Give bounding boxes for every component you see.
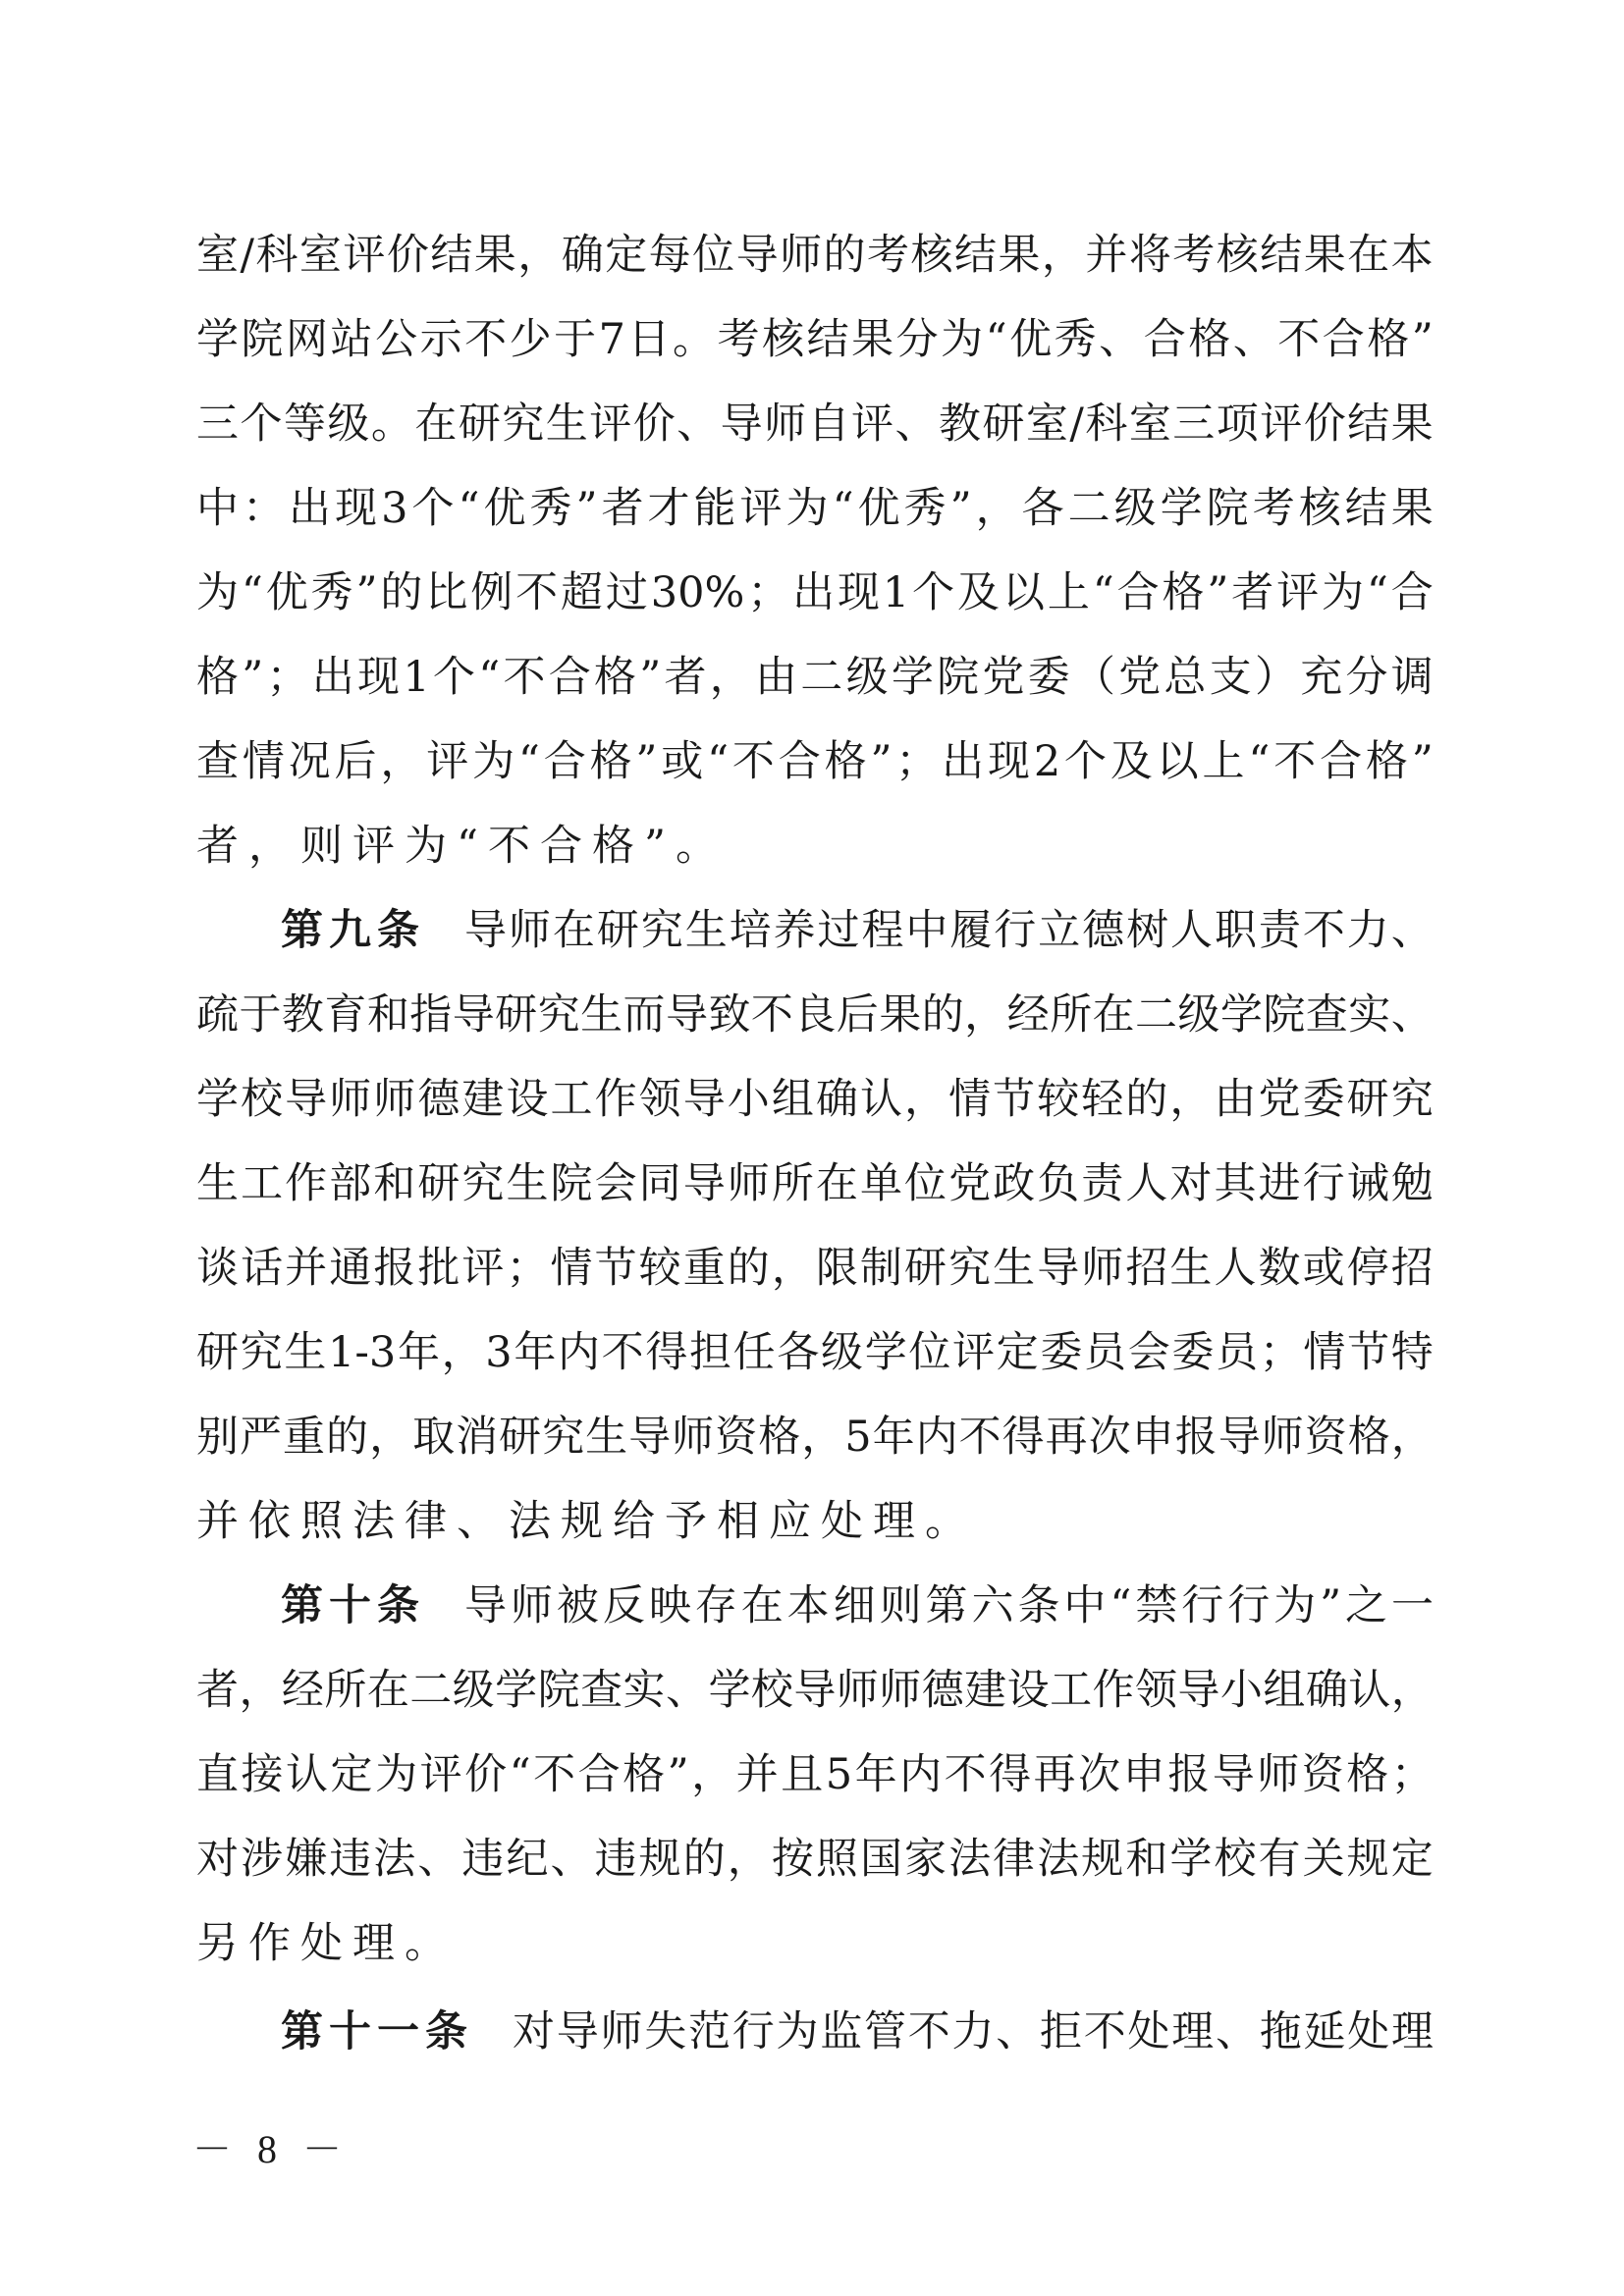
article-heading: 第九条 (281, 906, 425, 955)
page-number: － 8 － (192, 2127, 350, 2171)
text-line: 学 校 导 师 师 德 建 设 工 作 领 导 小 组 确 认 ， 情 节 较 轻 的 ， 由 党 委 研 究 (196, 1075, 1434, 1124)
text-line: 疏 于 教 育 和 指 导 研 究 生 而 导 致 不 良 后 果 的 ， 经 所 在 二 级 学 院 查 实 、 (196, 990, 1434, 1040)
text-line: 别 严 重 的 ， 取 消 研 究 生 导 师 资 格 ， 5 年 内 不 得 再 次 申 报 导 师 资 格 ， (196, 1413, 1434, 1462)
article-9-first-line: 第九条 导 师 在 研 究 生 培 养 过 程 中 履 行 立 德 树 人 职 责 不 力 、 (281, 888, 1434, 973)
text-line: 对 涉 嫌 违 法 、 违 纪 、 违 规 的 ， 按 照 国 家 法 律 法 规 和 学 校 有 关 规 定 (196, 1835, 1434, 1884)
text-line: 直 接 认 定 为 评 价 “ 不 合 格 ” ， 并 且 5 年 内 不 得 再 次 申 报 导 师 资 格 ； (196, 1750, 1434, 1799)
text-line: 者 ， 经 所 在 二 级 学 院 查 实 、 学 校 导 师 师 德 建 设 工 作 领 导 小 组 确 认 ， (196, 1666, 1434, 1715)
text-line: 室 / 科 室 评 价 结 果 ， 确 定 每 位 导 师 的 考 核 结 果 ， 并 将 考 核 结 果 在 本 (196, 231, 1434, 280)
text-line: 查 情 况 后 ， 评 为 “ 合 格 ” 或 “ 不 合 格 ” ； 出 现 2 个 及 以 上 “ 不 合 格 ” (196, 737, 1434, 786)
article-heading: 第十条 (281, 1581, 425, 1630)
text-line: 另作处理。 (196, 1919, 457, 1968)
text-line: 研 究 生 1-3 年 ， 3 年 内 不 得 担 任 各 级 学 位 评 定 委 员 会 委 员 ； 情 节 特 (196, 1328, 1434, 1377)
article-11-first-line: 第十一条 对 导 师 失 范 行 为 监 管 不 力 、 拒 不 处 理 、 拖 延 处 理 (281, 1990, 1434, 2074)
text-line: 并依照法律、法规给予相应处理。 (196, 1497, 977, 1546)
article-heading: 第十一条 (281, 2007, 473, 2056)
text-line: 中 ： 出 现 3 个 “ 优 秀 ” 者 才 能 评 为 “ 优 秀 ” ， 各 二 级 学 院 考 核 结 果 (196, 484, 1434, 533)
text-line: 为 “ 优 秀 ” 的 比 例 不 超 过 30% ； 出 现 1 个 及 以 上 “ 合 格 ” 者 评 为 “ 合 (196, 568, 1434, 617)
text-line: 格 ” ； 出 现 1 个 “ 不 合 格 ” 者 ， 由 二 级 学 院 党 委 （ 党 总 支 ） 充 分 调 (196, 653, 1434, 702)
text-line: 谈 话 并 通 报 批 评 ； 情 节 较 重 的 ， 限 制 研 究 生 导 师 招 生 人 数 或 停 招 (196, 1244, 1434, 1293)
article-10-first-line: 第十条 导 师 被 反 映 存 在 本 细 则 第 六 条 中 “ 禁 行 行 为 ” 之 一 (281, 1564, 1434, 1648)
text-line: 者，则评为“不合格”。 (196, 822, 728, 871)
text-line: 学 院 网 站 公 示 不 少 于 7 日 。 考 核 结 果 分 为 “ 优 秀 、 合 格 、 不 合 格 ” (196, 315, 1434, 364)
text-line: 三 个 等 级 。 在 研 究 生 评 价 、 导 师 自 评 、 教 研 室 / 科 室 三 项 评 价 结 果 (196, 400, 1434, 449)
text-line: 生 工 作 部 和 研 究 生 院 会 同 导 师 所 在 单 位 党 政 负 责 人 对 其 进 行 诫 勉 (196, 1159, 1434, 1208)
